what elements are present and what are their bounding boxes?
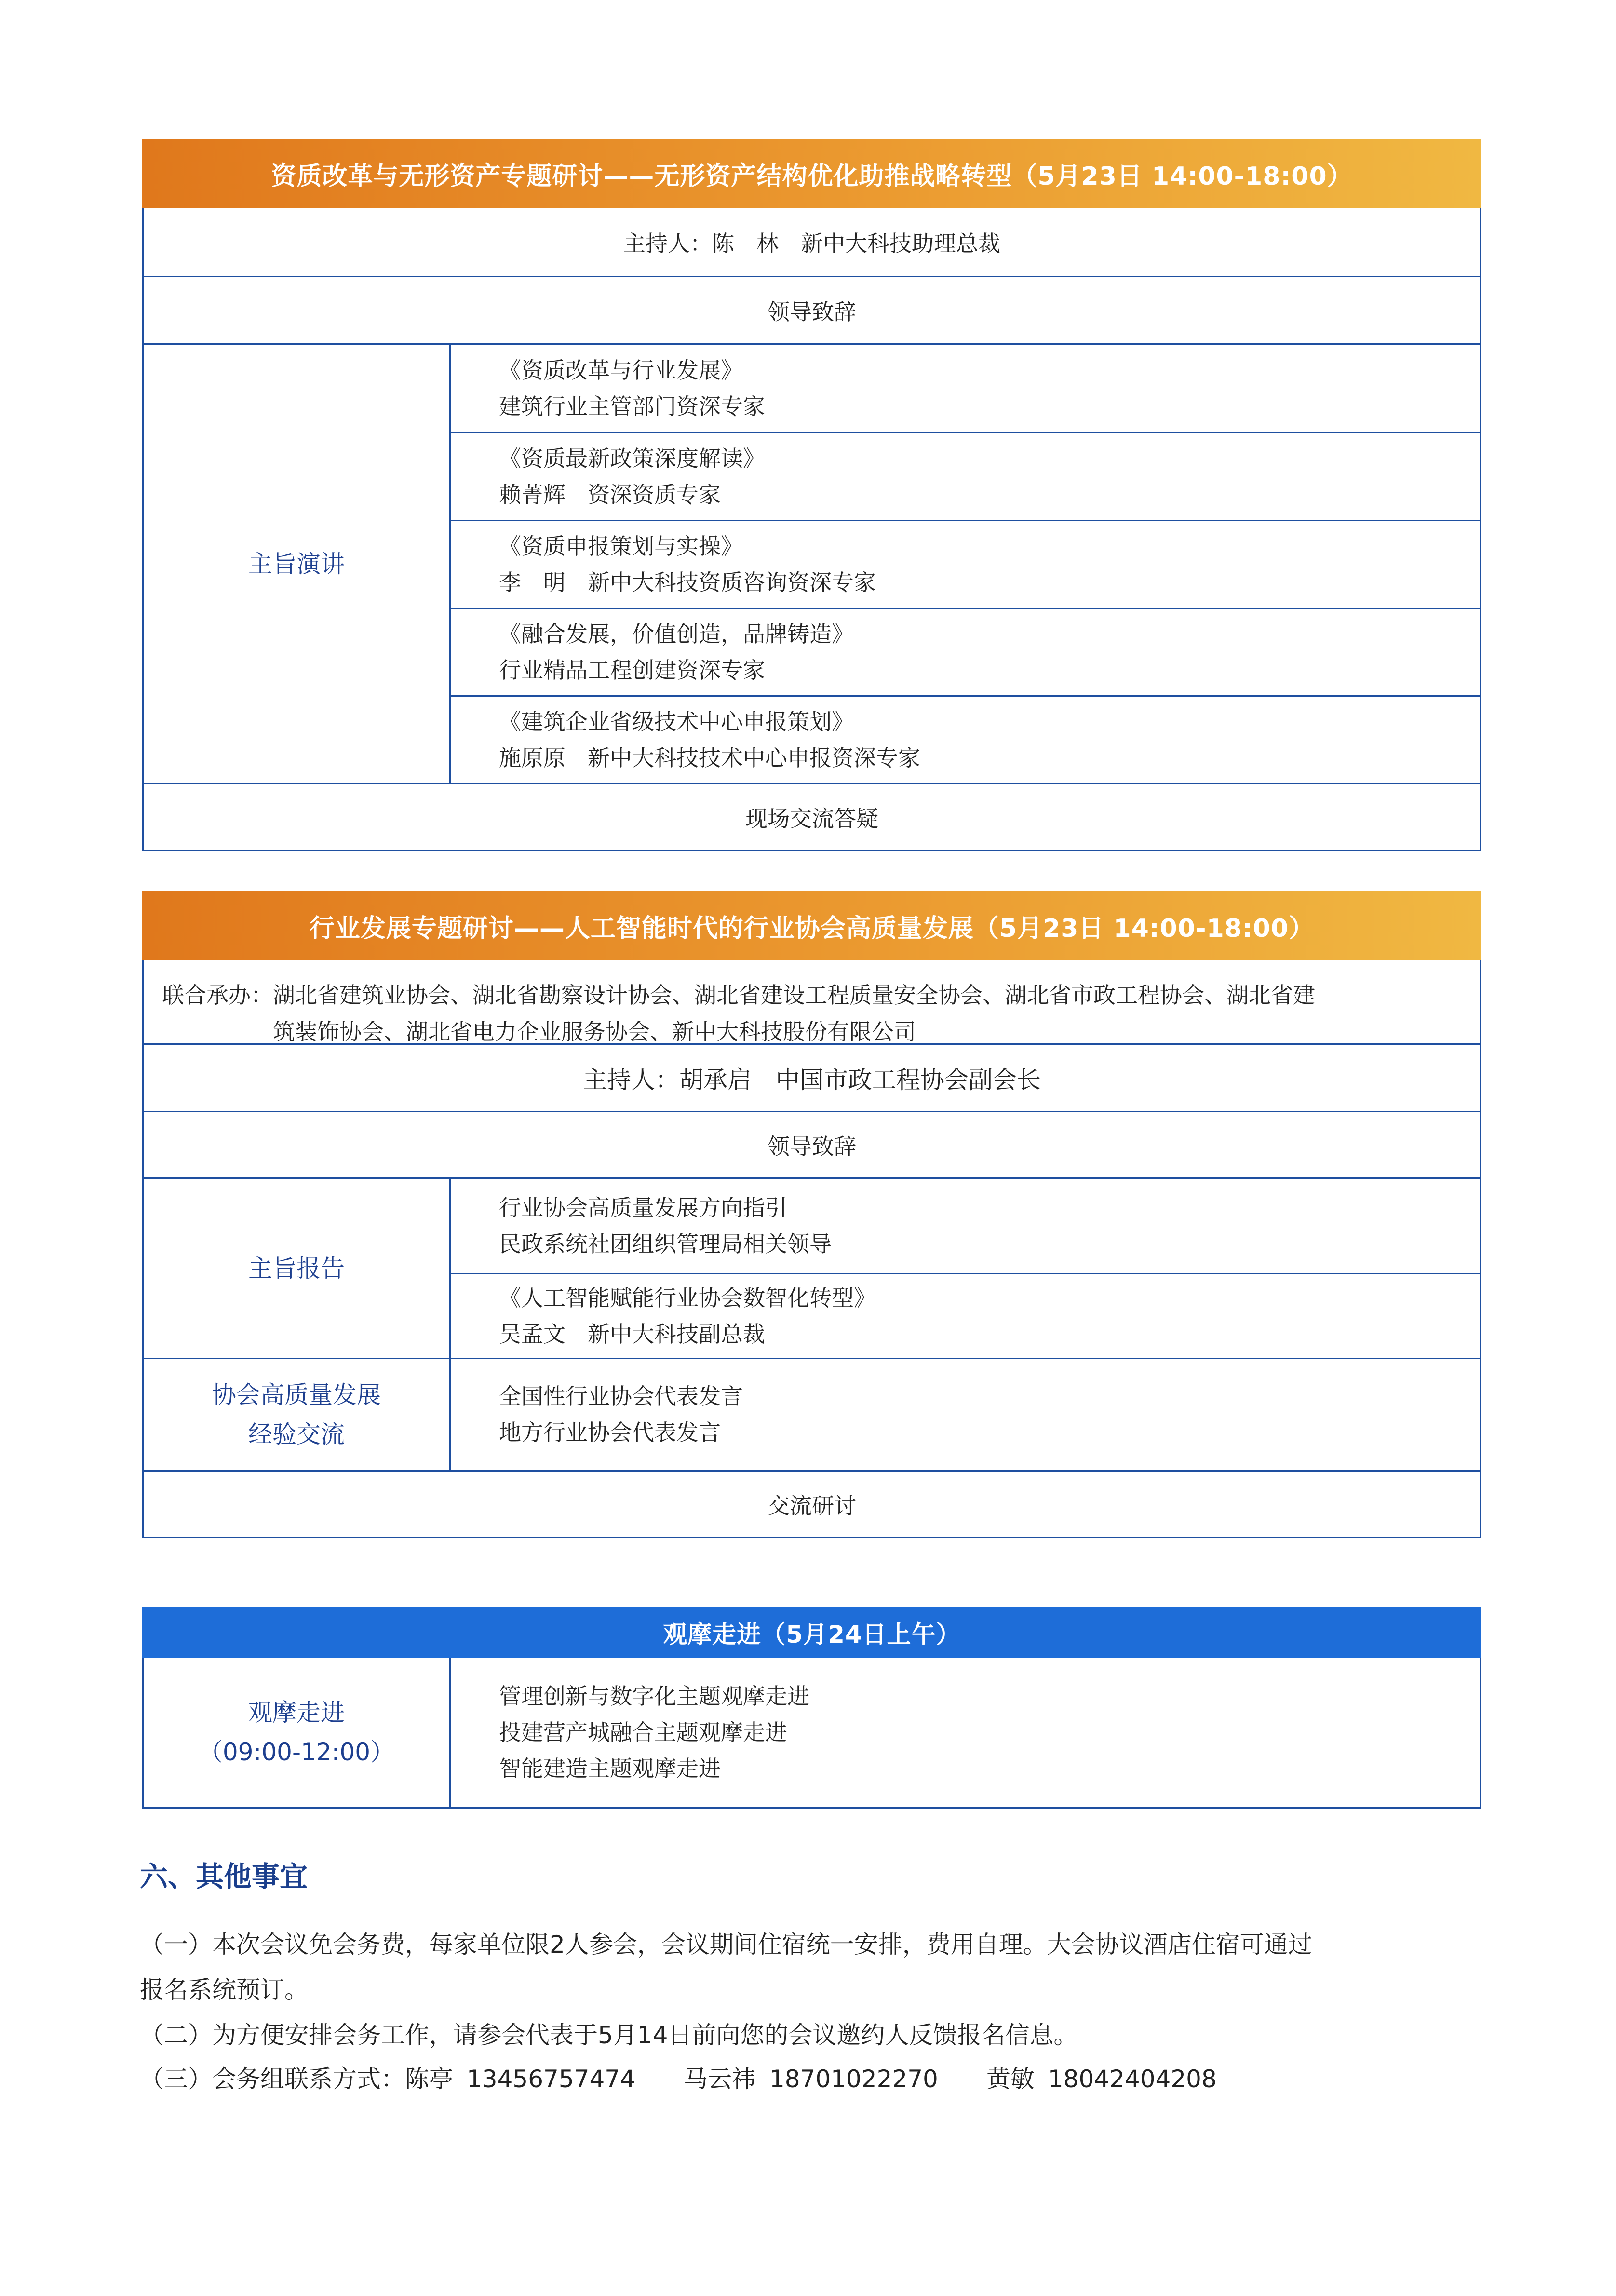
site-visit-item: 管理创新与数字化主题观摩走进 <box>499 1683 809 1709</box>
experience-exchange-block <box>144 1358 1480 1470</box>
keynote-speaker: 施原原 新中大科技技术中心申报资深专家 <box>499 744 920 771</box>
co-organizers-line: 湖北省建筑业协会、湖北省勘察设计协会、湖北省建设工程质量安全协会、湖北省市政工程协会、湖北省建 <box>273 982 1315 1008</box>
site-visit-block <box>144 1658 1480 1807</box>
report-title: 《人工智能赋能行业协会数智化转型》 <box>499 1284 876 1311</box>
site-visit-label <box>144 1658 451 1807</box>
report-item <box>451 1179 1480 1273</box>
site-visit-item: 智能建造主题观摩走进 <box>499 1755 721 1782</box>
keynote-speaker: 赖菁辉 资深资质专家 <box>499 481 721 508</box>
keynote-items <box>451 345 1480 783</box>
host-row: 主持人：陈 林 新中大科技助理总裁 <box>623 230 1000 257</box>
report-speaker: 吴孟文 新中大科技副总裁 <box>499 1321 765 1347</box>
experience-exchange-label <box>144 1359 451 1470</box>
site-visit-time: （09:00-12:00） <box>198 1738 395 1766</box>
section-header: 观摩走进（5月24日上午） <box>142 1607 1481 1658</box>
keynote-block <box>144 343 1480 783</box>
leader-speech-row: 领导致辞 <box>144 1111 1480 1177</box>
keynote-title: 《资质最新政策深度解读》 <box>499 445 765 472</box>
contact-phone: 18042404208 <box>1048 2065 1217 2093</box>
co-organizers-row <box>144 960 1480 1043</box>
keynote-title: 《资质改革与行业发展》 <box>499 357 743 383</box>
exchange-items <box>451 1359 1480 1470</box>
qa-row: 现场交流答疑 <box>144 783 1480 850</box>
contact-name: 陈亭 <box>405 2065 453 2093</box>
paragraph-1 <box>140 1922 1485 2012</box>
contact-phone: 13456757474 <box>467 2065 635 2093</box>
report-title: 行业协会高质量发展方向指引 <box>499 1194 787 1221</box>
exchange-speaker: 地方行业协会代表发言 <box>499 1419 721 1445</box>
keynote-title: 《资质申报策划与实操》 <box>499 533 743 559</box>
co-organizers-line: 筑装饰协会、湖北省电力企业服务协会、新中大科技股份有限公司 <box>273 1019 916 1045</box>
leader-speech-row: 领导致辞 <box>144 276 1480 343</box>
keynote-title: 《融合发展，价值创造，品牌铸造》 <box>499 621 854 647</box>
contact-name: 黄敏 <box>986 2065 1035 2093</box>
section-industry-development <box>142 891 1481 1538</box>
report-item <box>451 1273 1480 1358</box>
paragraph-line: （一）本次会议免会务费，每家单位限2人参会，会议期间住宿统一安排，费用自理。大会协议酒店住宿可通过 <box>140 1931 1312 1958</box>
host-row: 主持人：胡承启 中国市政工程协会副会长 <box>144 1043 1480 1111</box>
contact-phone: 18701022270 <box>769 2065 938 2093</box>
keynote-label: 主旨演讲 <box>144 345 451 783</box>
keynote-speaker: 李 明 新中大科技资质咨询资深专家 <box>499 569 876 595</box>
keynote-report-label: 主旨报告 <box>144 1179 451 1358</box>
site-visit-item-group <box>451 1658 1480 1807</box>
agenda-table <box>142 960 1481 1538</box>
exchange-speaker: 全国性行业协会代表发言 <box>499 1383 743 1409</box>
keynote-item <box>451 520 1480 608</box>
paragraph-3-contacts <box>140 2056 1485 2102</box>
agenda-table <box>142 1658 1481 1809</box>
keynote-item <box>451 608 1480 695</box>
paragraph-line: 报名系统预订。 <box>140 1976 309 2004</box>
exchange-label-line: 经验交流 <box>248 1420 345 1448</box>
exchange-item <box>451 1359 1480 1470</box>
keynote-report-block <box>144 1177 1480 1358</box>
co-organizers-label: 联合承办： <box>162 982 273 1008</box>
keynote-speaker: 行业精品工程创建资深专家 <box>499 657 765 683</box>
paragraph-2: （二）为方便安排会务工作，请参会代表于5月14日前向您的会议邀约人反馈报名信息。 <box>140 2021 1078 2049</box>
contact-name: 马云祎 <box>683 2065 756 2093</box>
discussion-row: 交流研讨 <box>144 1470 1480 1537</box>
keynote-item <box>451 345 1480 432</box>
site-visit-label-line: 观摩走进 <box>248 1699 345 1727</box>
site-visit-items <box>451 1658 1480 1807</box>
keynote-item <box>451 432 1480 520</box>
keynote-title: 《建筑企业省级技术中心申报策划》 <box>499 708 854 735</box>
exchange-label-line: 协会高质量发展 <box>212 1381 381 1409</box>
section-header: 行业发展专题研讨——人工智能时代的行业协会高质量发展（5月23日 14:00-18:00） <box>142 891 1481 960</box>
report-items <box>451 1179 1480 1358</box>
contacts-label: （三）会务组联系方式： <box>140 2065 405 2093</box>
section-qualification-reform <box>142 139 1481 851</box>
site-visit-item: 投建营产城融合主题观摩走进 <box>499 1719 787 1745</box>
keynote-speaker: 建筑行业主管部门资深专家 <box>499 393 765 419</box>
report-speaker: 民政系统社团组织管理局相关领导 <box>499 1230 832 1257</box>
section-header: 资质改革与无形资产专题研讨——无形资产结构优化助推战略转型（5月23日 14:00-18:00） <box>142 139 1481 208</box>
keynote-item <box>451 695 1480 783</box>
section-heading-other-matters: 六、其他事宜 <box>140 1860 308 1893</box>
section-site-visit <box>142 1607 1481 1809</box>
agenda-table <box>142 208 1481 851</box>
